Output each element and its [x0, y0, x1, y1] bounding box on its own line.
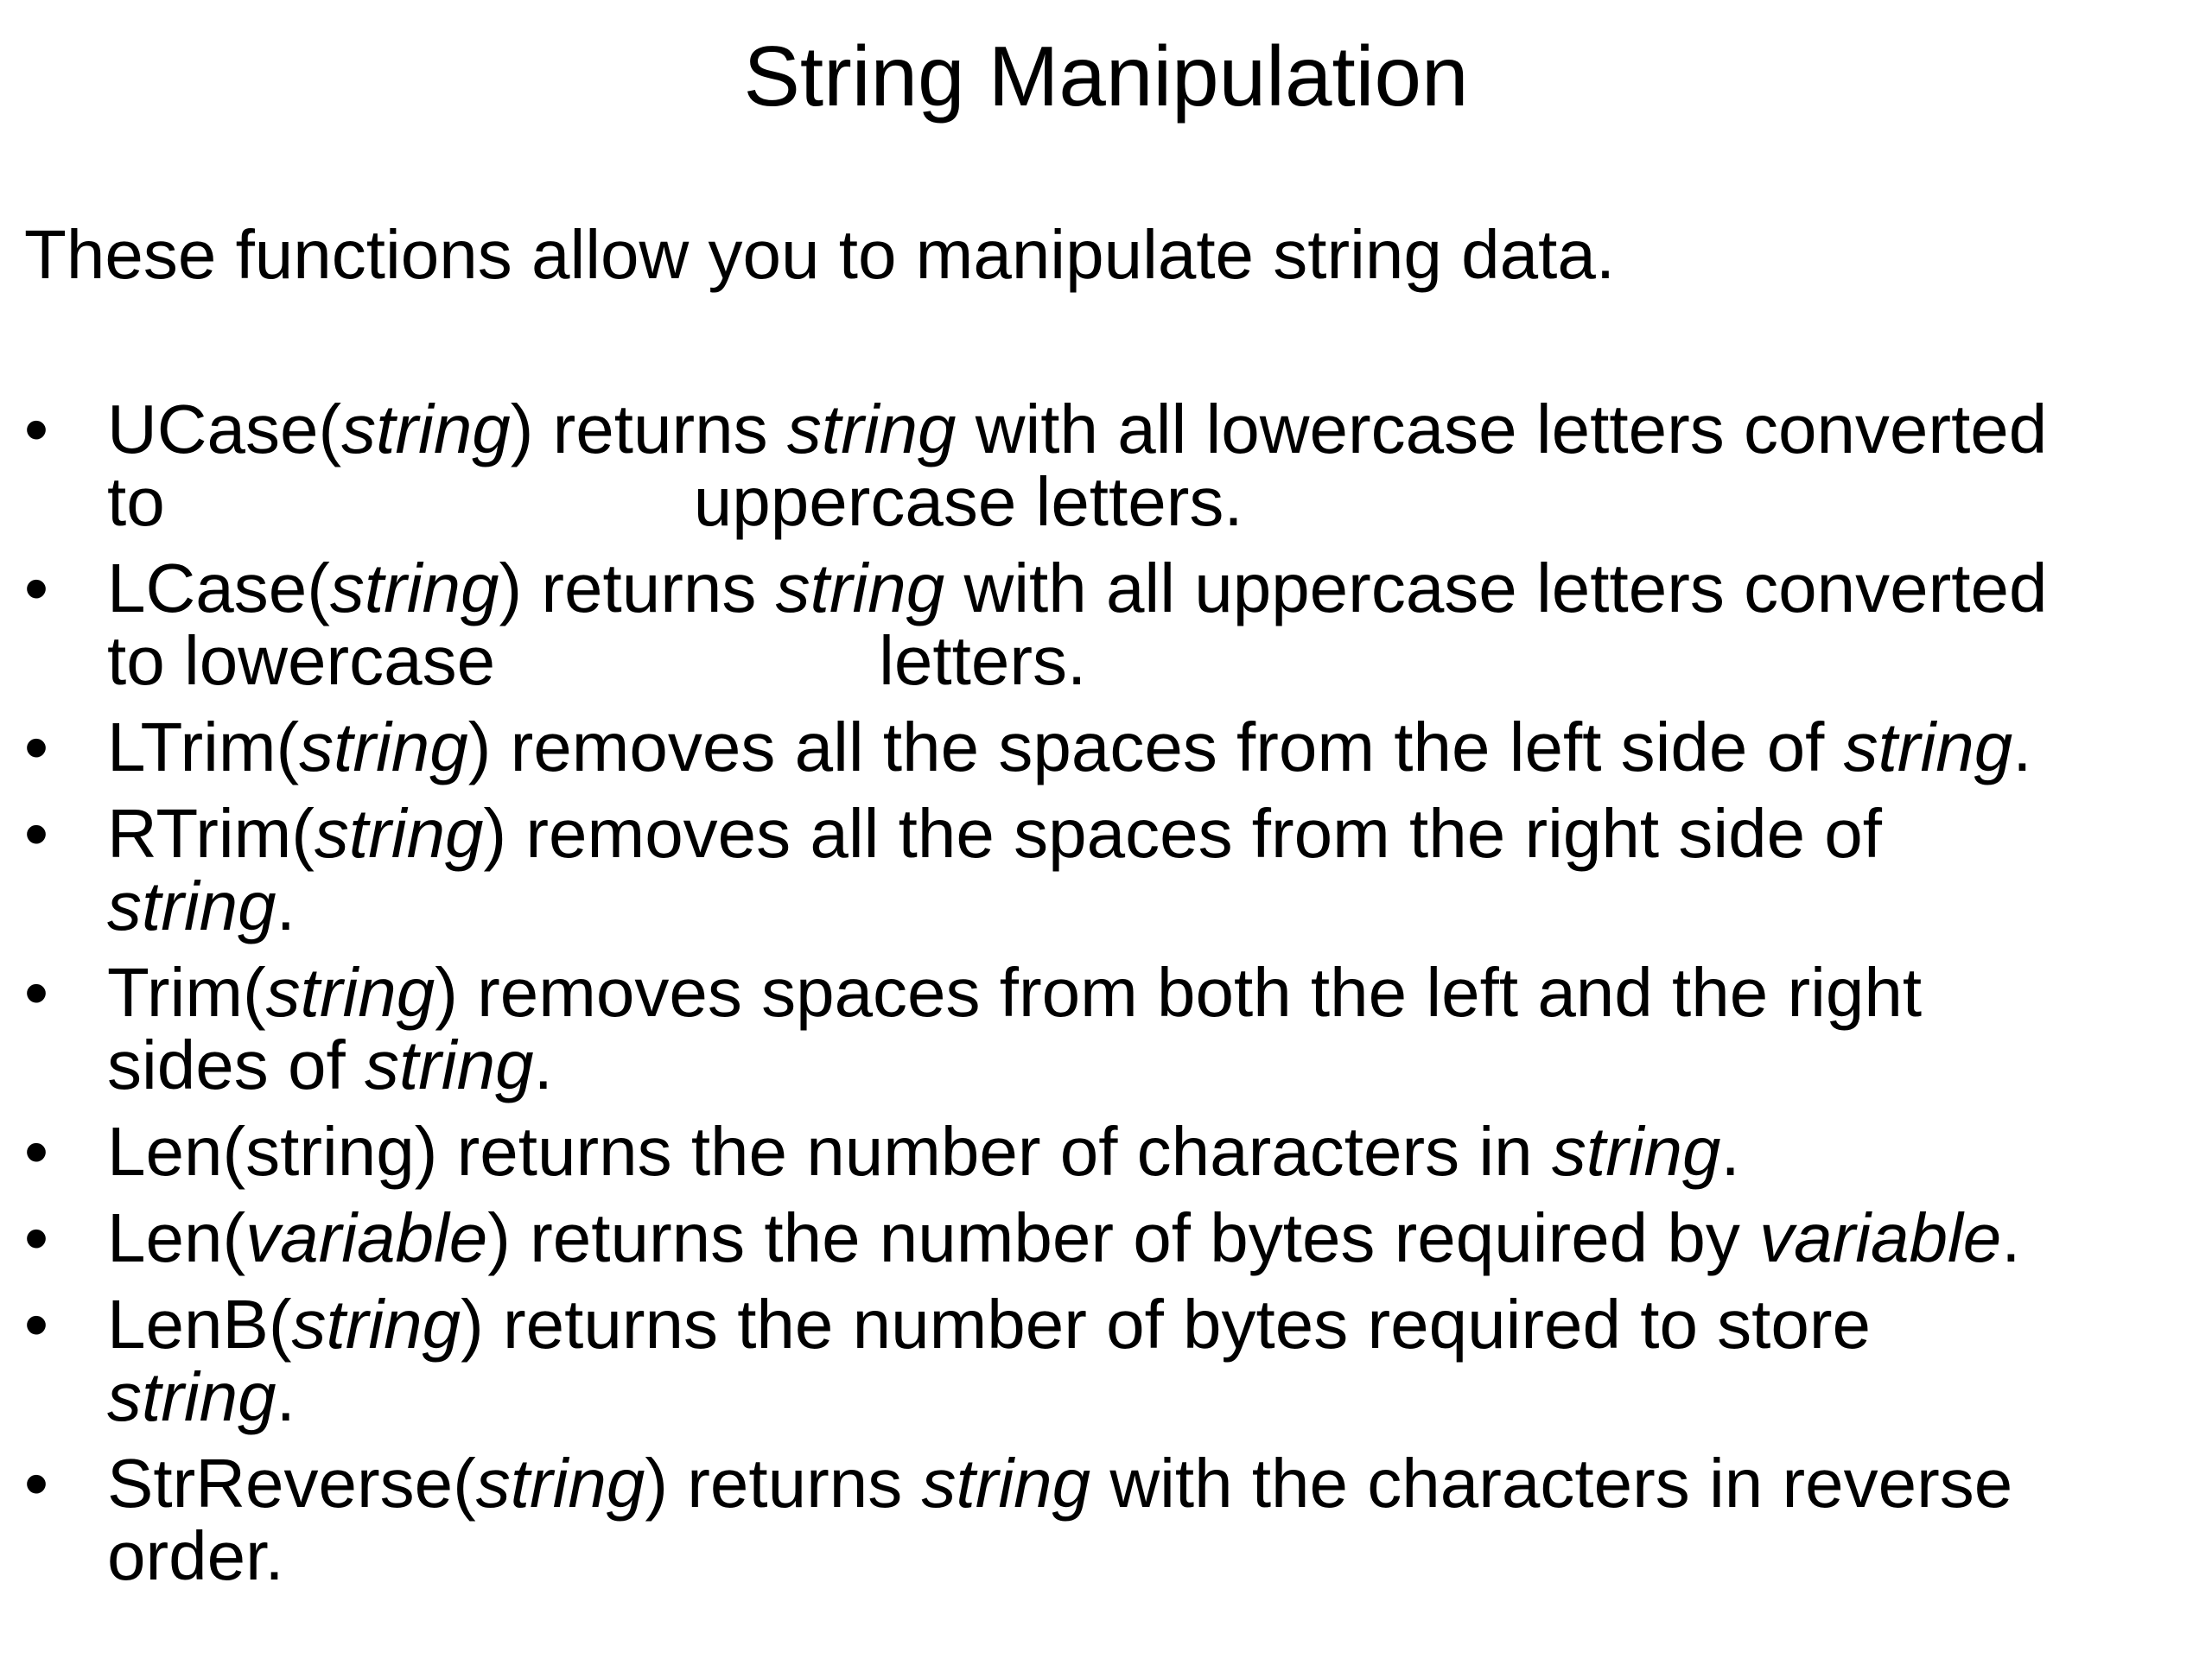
bullet-dot: •: [24, 391, 49, 467]
bullet-dot: •: [24, 795, 49, 872]
item-line: StrReverse(string) returns string with the characters in reverse: [107, 1445, 2013, 1522]
item-line: sides of string.: [107, 1027, 553, 1103]
bullet-dot: •: [24, 954, 49, 1031]
list-item-strreverse: [0, 1447, 2212, 1592]
bullet-dot: •: [24, 1199, 49, 1276]
slide-title: String Manipulation: [743, 29, 1469, 124]
item-line: RTrim(string) removes all the spaces from the right side of: [107, 795, 1883, 872]
list-item-trim: [0, 954, 2212, 1103]
list-item-lenb: [0, 1288, 2212, 1433]
item-line: Len(variable) returns the number of bytes required by variable.: [107, 1199, 2021, 1276]
bullet-dot: •: [24, 709, 49, 785]
list-item-lcase: [0, 552, 2212, 697]
item-line: UCase(string) returns string with all lowercase letters converted: [107, 391, 2048, 467]
intro-text: These functions allow you to manipulate string data.: [24, 216, 1616, 293]
item-line: to uppercase letters.: [107, 463, 1243, 540]
item-line: Trim(string) removes spaces from both the left and the right: [107, 954, 1923, 1031]
bullet-dot: •: [24, 1286, 49, 1363]
list-item-len-variable: [0, 1199, 2212, 1276]
list-item-len-string: [0, 1113, 2212, 1190]
item-line: string.: [107, 1358, 296, 1435]
list-item-rtrim: [0, 795, 2212, 944]
bullet-dot: •: [24, 1113, 49, 1190]
item-line: order.: [107, 1517, 284, 1594]
item-line: LCase(string) returns string with all uppercase letters converted: [107, 550, 2048, 626]
item-line: LTrim(string) removes all the spaces from the left side of string.: [107, 709, 2032, 785]
list-item-ltrim: [0, 711, 2212, 784]
item-line: Len(string) returns the number of characters in string.: [107, 1113, 1740, 1190]
bullet-dot: •: [24, 1445, 49, 1522]
list-item-ucase: [0, 393, 2212, 538]
bullet-dot: •: [24, 550, 49, 626]
item-line: LenB(string) returns the number of bytes required to store: [107, 1286, 1872, 1363]
item-line: string.: [107, 868, 296, 944]
function-list: [0, 393, 2212, 1606]
item-line: to lowercase letters.: [107, 622, 1087, 699]
